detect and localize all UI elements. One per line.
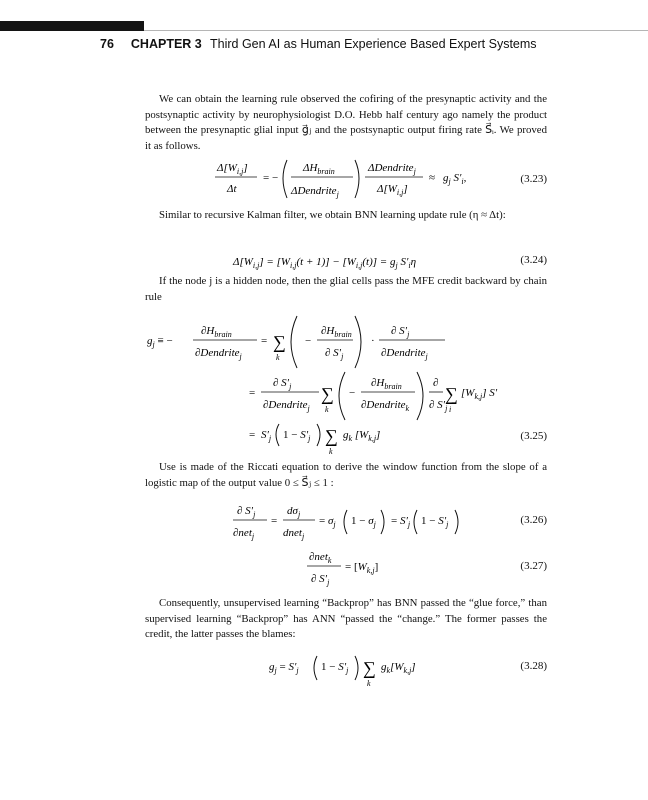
- svg-text:gj S′i,: $g_j$ $S'_i$,: [443, 172, 467, 186]
- svg-text:= σj: = $\sigma_j$: [319, 515, 336, 529]
- equation-number: (3.23): [520, 173, 547, 185]
- paragraph-text: Use is made of the Riccati equation to derive the window function from the slope of a logistic map of the output value 0 ≤ S⃗ⱼ ≤ 1 :: [145, 461, 547, 489]
- svg-text:=: =: [261, 335, 268, 347]
- svg-text:=: =: [249, 429, 256, 441]
- svg-text:≈: ≈: [429, 172, 436, 184]
- svg-text:∂Dendritej: ∂Dendrite$_j$: [195, 347, 242, 361]
- equation-text-mirror: [0, 0, 1, 1]
- svg-text:Δt: Δt: [227, 183, 237, 195]
- svg-text:∂Dendritek: ∂Dendrite$_k$: [361, 399, 410, 413]
- svg-text:Δ[Wi,j] = [Wi,j(t + 1)] − [Wi,: $\Delta[W_{i,j}] = [W_{i,j}(t + 1)] - [W_{i,j}(t)] = g_j$ $S'_i\eta$: [233, 256, 417, 270]
- svg-text:gj ≡ −: $g_j$ ≡ −: [147, 335, 173, 349]
- header-thin-rule: [144, 30, 648, 31]
- paragraph-text: Similar to recursive Kalman filter, we obtain BNN learning update rule (η ≈ Δt):: [159, 209, 506, 221]
- svg-text:k: k: [325, 405, 329, 414]
- svg-text:∑: ∑: [445, 384, 458, 404]
- equation-number: (3.24): [520, 254, 547, 266]
- equation-number: (3.28): [520, 660, 547, 672]
- svg-text:S′j: $S'_j$: [261, 429, 272, 443]
- svg-text:1 − S′j: $1 - S'_j$: [283, 429, 311, 443]
- equation-3-26: [145, 498, 547, 542]
- svg-text:1 − S′j: $1 - S'_j$: [321, 661, 349, 675]
- svg-text:∂Dendritej: ∂Dendrite$_j$: [263, 399, 310, 413]
- svg-text:∂netj: ∂net$_j$: [233, 527, 255, 541]
- svg-text:ΔDendritej: ΔDendrite$_j$: [368, 162, 416, 176]
- svg-text:∑: ∑: [273, 332, 286, 352]
- equation-3-28-formula: [267, 650, 467, 690]
- running-header: [100, 37, 537, 51]
- equation-3-23: [145, 154, 547, 202]
- equation-number: (3.26): [520, 514, 547, 526]
- svg-text:k: k: [367, 679, 371, 688]
- svg-text:k: k: [329, 447, 333, 456]
- paragraph-text: If the node j is a hidden node, then the glial cells pass the MFE credit backward by chain rule: [145, 275, 547, 303]
- svg-text:[Wk,j] S′: $[W_{k,j}]$ S′: [461, 387, 498, 401]
- paragraph-backprop: [145, 596, 547, 643]
- equation-3-25-formula: [145, 310, 498, 460]
- svg-text:∑: ∑: [321, 384, 334, 404]
- svg-text:k: k: [276, 353, 280, 362]
- svg-text:∂: ∂: [433, 377, 439, 389]
- svg-text:∂Hbrain: $\partial H_{brain}$: [321, 325, 352, 339]
- equation-3-26-formula: [231, 498, 491, 542]
- paragraph-text: Consequently, unsupervised learning “Backprop” has BNN passed the “glue force,” than supervised learning “Backprop” has ANN “passed the “change.” The former passes the credit, the latter passes the blames:: [145, 597, 547, 641]
- svg-text:∑: ∑: [325, 426, 338, 446]
- svg-text:−: −: [305, 335, 312, 347]
- paragraph-hidden-node: [145, 274, 547, 305]
- svg-text:∂ S′j: ∂ $S'_j$: [325, 347, 344, 361]
- svg-text:∂netk: ∂net$_k$: [309, 551, 332, 565]
- svg-text:∑: ∑: [363, 658, 376, 678]
- chapter-label: CHAPTER 3: [130, 37, 202, 51]
- svg-text:=: =: [249, 387, 256, 399]
- svg-text:= S′j: = $S'_j$: [391, 515, 411, 529]
- chapter-title: Third Gen AI as Human Experience Based Expert Systems: [210, 37, 537, 51]
- svg-text:gj = S′j: $g_j = S'_j$: [269, 661, 299, 675]
- svg-text:gk [Wk,j]: $g_k$ $[W_{k,j}]$: [343, 429, 381, 443]
- svg-text:dnetj: dnet$_j$: [283, 527, 305, 541]
- paragraph-hebb: [145, 92, 547, 154]
- paragraph-kalman: [145, 208, 547, 224]
- page-number: 76: [100, 37, 114, 51]
- svg-text:Δ[Wi,j]: $\Delta[W_{i,j}]$: [217, 162, 248, 176]
- svg-text:=: =: [271, 515, 278, 527]
- svg-text:= −: = −: [263, 172, 279, 184]
- equation-3-25: [145, 310, 547, 460]
- header-rule: [0, 21, 144, 31]
- paragraph-riccati: [145, 460, 547, 491]
- svg-text:Δ[Wi,j]: $\Delta[W_{i,j}]$: [377, 183, 408, 197]
- equation-number: (3.27): [520, 560, 547, 572]
- svg-text:= [Wk,j]: = $[W_{k,j}]$: [345, 561, 379, 575]
- svg-text:·: ·: [371, 335, 375, 347]
- svg-text:∂Dendritej: ∂Dendrite$_j$: [381, 347, 428, 361]
- equation-3-24: [145, 248, 547, 274]
- paragraph-text: We can obtain the learning rule observed the cofiring of the presynaptic activity and the postsynaptic activity by neurophysiologist D.O. Hebb half century ago namely the product between the presynaptic glial input g⃗ⱼ and the postsynaptic output firing rate S⃗ᵢ. We proved it as follows.: [145, 93, 547, 152]
- svg-text:i: i: [449, 405, 452, 414]
- equation-3-27-formula: [305, 546, 425, 590]
- svg-text:∂Hbrain: $\partial H_{brain}$: [371, 377, 402, 391]
- svg-text:1 − σj: $1 - \sigma_j$: [351, 515, 376, 529]
- svg-text:∂Hbrain: $\partial H_{brain}$: [201, 325, 232, 339]
- svg-text:∂ S′j: ∂ $S'_j$: [391, 325, 410, 339]
- equation-3-24-formula: [231, 248, 511, 274]
- svg-text:∂ S′j: ∂ $S'_j$: [311, 573, 330, 587]
- svg-text:dσj: $d\sigma_j$: [287, 505, 301, 519]
- svg-text:∂ S′j: ∂ $S'_j$: [273, 377, 292, 391]
- svg-text:1 − S′j: $1 - S'_j$: [421, 515, 449, 529]
- svg-text:ΔDendritej: ΔDendrite$_j$: [291, 185, 339, 199]
- equation-number: (3.25): [520, 430, 547, 442]
- svg-text:gk[Wk,j]: $g_k[W_{k,j}]$: [381, 661, 416, 675]
- equation-3-27: [145, 546, 547, 590]
- equation-3-28: [145, 650, 547, 690]
- svg-text:−: −: [349, 387, 356, 399]
- svg-text:∂ S′j: ∂ $S'_j$: [429, 399, 448, 413]
- equation-3-23-formula: [205, 154, 535, 202]
- svg-text:∂ S′j: ∂ $S'_j$: [237, 505, 256, 519]
- svg-text:ΔHbrain: $\Delta H_{brain}$: [303, 162, 335, 176]
